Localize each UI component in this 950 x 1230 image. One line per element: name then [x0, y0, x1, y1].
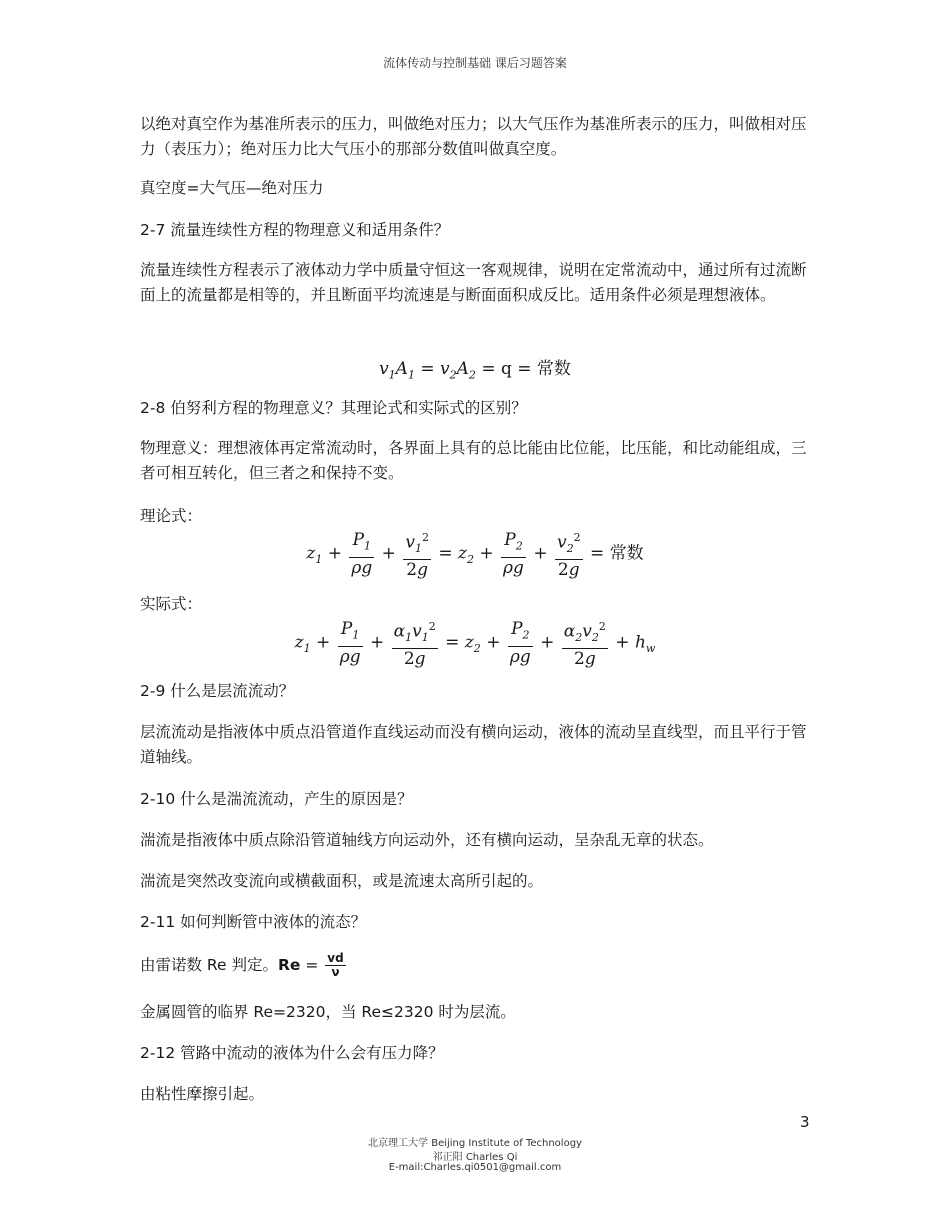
page-number: 3	[800, 1113, 810, 1131]
answer-2-11-critical: 金属圆管的临界 Re=2320，当 Re≤2320 时为层流。	[140, 1003, 516, 1021]
continuity-equation: $v_1A_1 = v_2A_2 = q$ = 常数	[379, 359, 571, 382]
question-2-12: 2-12 管路中流动的液体为什么会有压力降？	[140, 1044, 444, 1062]
flow-rate-symbol: q	[500, 359, 512, 379]
answer-2-9: 层流流动是指液体中质点沿管道作直线运动而没有横向运动，液体的流动呈直线型，而且平行于管道轴线。	[140, 723, 807, 766]
question-2-9: 2-9 什么是层流流动？	[140, 682, 295, 700]
actual-label: 实际式：	[140, 595, 203, 613]
footer-institution: 北京理工大学 Beijing Institute of Technology	[368, 1138, 582, 1149]
paragraph-vacuum-degree: 真空度=大气压—绝对压力	[140, 179, 324, 197]
page-header: 流体传动与控制基础 课后习题答案	[383, 56, 567, 70]
answer-2-11-reynolds: 由雷诺数 Re 判定。Re = $\frac{vd}{\nu}$	[140, 951, 344, 979]
theory-constant-label: 常数	[609, 543, 644, 564]
answer-2-8: 物理意义：理想液体再定常流动时，各界面上具有的总比能由比位能，比压能，和比动能组成，三者可相互转化，但三者之和保持不变。	[140, 439, 807, 482]
bernoulli-actual-equation: $z_1$ + $\frac{P_1}{\rho g}$ + $\frac{\alpha_1v_1^2}{2g}$ = $z_2$ + $\frac{P_2}{\rho g}$ + $\frac{\alpha_2v_2^2}{2g}$ + $h_w$	[0, 617, 950, 669]
question-2-10: 2-10 什么是湍流流动，产生的原因是？	[140, 790, 413, 808]
reynolds-fraction	[325, 952, 345, 979]
constant-label: 常数	[536, 359, 571, 379]
bernoulli-theory-equation: $z_1$ + $\frac{P_1}{\rho g}$ + $\frac{v_1^2}{2g}$ = $z_2$ + $\frac{P_2}{\rho g}$ + $\frac{v_2^2}{2g}$ = 常数	[0, 528, 950, 580]
footer-author: 祁正阳 Charles Qi	[432, 1152, 518, 1163]
reynolds-numerator: vd	[327, 951, 344, 965]
footer-email: E-mail:Charles.qi0501@gmail.com	[388, 1162, 562, 1173]
reynolds-text: 由雷诺数 Re 判定。	[140, 956, 278, 974]
question-2-7: 2-7 流量连续性方程的物理意义和适用条件？	[140, 221, 450, 239]
paragraph-absolute-pressure: 以绝对真空作为基准所表示的压力，叫做绝对压力；以大气压作为基准所表示的压力，叫做相对压力（表压力）；绝对压力比大气压小的那部分数值叫做真空度。	[140, 115, 807, 158]
question-2-8: 2-8 伯努利方程的物理意义？其理论式和实际式的区别？	[140, 399, 527, 417]
answer-2-10-cause: 湍流是突然改变流向或横截面积，或是流速太高所引起的。	[140, 872, 544, 890]
answer-2-10-definition: 湍流是指液体中质点除沿管道轴线方向运动外，还有横向运动，呈杂乱无章的状态。	[140, 831, 714, 849]
answer-2-7: 流量连续性方程表示了液体动力学中质量守恒这一客观规律，说明在定常流动中，通过所有过流断面上的流量都是相等的，并且断面平均流速是与断面面积成反比。适用条件必须是理想液体。	[140, 261, 807, 304]
reynolds-denominator: ν	[331, 965, 340, 979]
answer-2-12: 由粘性摩擦引起。	[140, 1085, 265, 1103]
question-2-11: 2-11 如何判断管中液体的流态？	[140, 913, 367, 931]
re-symbol: Re	[277, 956, 301, 974]
theory-label: 理论式：	[140, 507, 203, 525]
